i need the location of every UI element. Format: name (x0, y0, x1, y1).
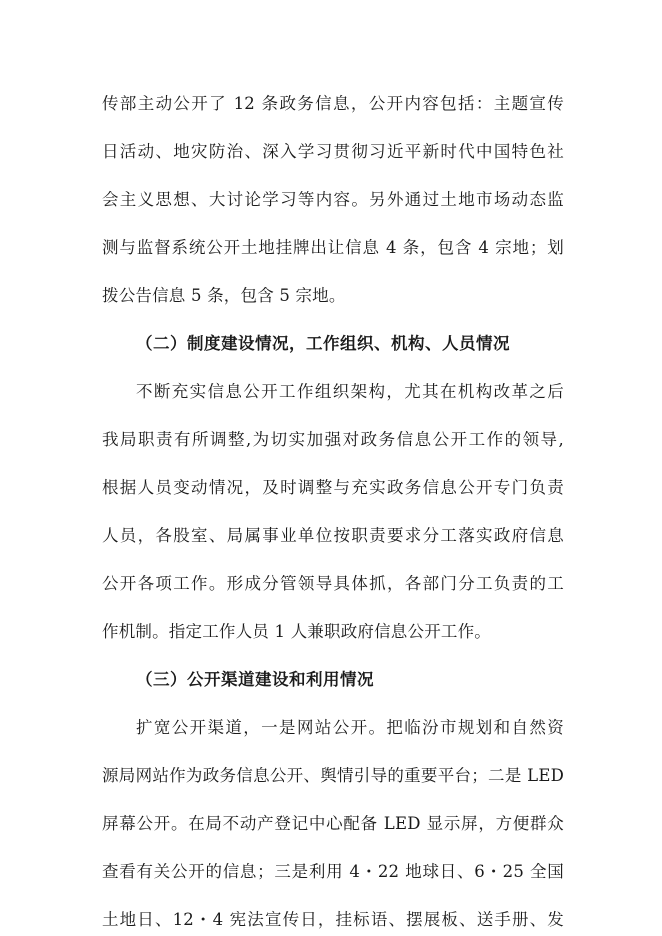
paragraph-2-line-6: 作机制。指定工作人员 1 人兼职政府信息公开工作。 (102, 622, 491, 641)
paragraph-2-line-4: 人员，各股室、局属事业单位按职责要求分工落实政府信息 (102, 526, 564, 545)
paragraph-2-line-2: 我局职责有所调整,为切实加强对政务信息公开工作的领导, (102, 430, 564, 449)
paragraph-1-line-3: 会主义思想、大讨论学习等内容。另外通过土地市场动态监 (102, 190, 564, 209)
paragraph-3-line-2: 源局网站作为政务信息公开、舆情引导的重要平台；二是 LED (102, 766, 564, 785)
paragraph-3-line-5: 土地日、12・4 宪法宣传日，挂标语、摆展板、送手册、发 (102, 910, 564, 929)
paragraph-3-line-3: 屏幕公开。在局不动产登记中心配备 LED 显示屏，方便群众 (102, 814, 564, 833)
paragraph-2-line-5: 公开各项工作。形成分管领导具体抓，各部门分工负责的工 (102, 574, 564, 593)
section-heading-2: （二）制度建设情况，工作组织、机构、人员情况 (136, 334, 510, 353)
paragraph-1-line-5: 拨公告信息 5 条，包含 5 宗地。 (102, 286, 346, 305)
paragraph-1-line-4: 测与监督系统公开土地挂牌出让信息 4 条，包含 4 宗地；划 (102, 238, 564, 257)
paragraph-1-line-1: 传部主动公开了 12 条政务信息，公开内容包括：主题宣传 (102, 94, 564, 113)
paragraph-2-line-3: 根据人员变动情况，及时调整与充实政务信息公开专门负责 (102, 478, 564, 497)
paragraph-2-line-1: 不断充实信息公开工作组织架构，尤其在机构改革之后 (136, 382, 564, 401)
section-heading-3: （三）公开渠道建设和利用情况 (136, 670, 374, 689)
paragraph-3-line-4: 查看有关公开的信息；三是利用 4・22 地球日、6・25 全国 (102, 862, 564, 881)
paragraph-3-line-1: 扩宽公开渠道，一是网站公开。把临汾市规划和自然资 (136, 718, 564, 737)
paragraph-1-line-2: 日活动、地灾防治、深入学习贯彻习近平新时代中国特色社 (102, 142, 564, 161)
